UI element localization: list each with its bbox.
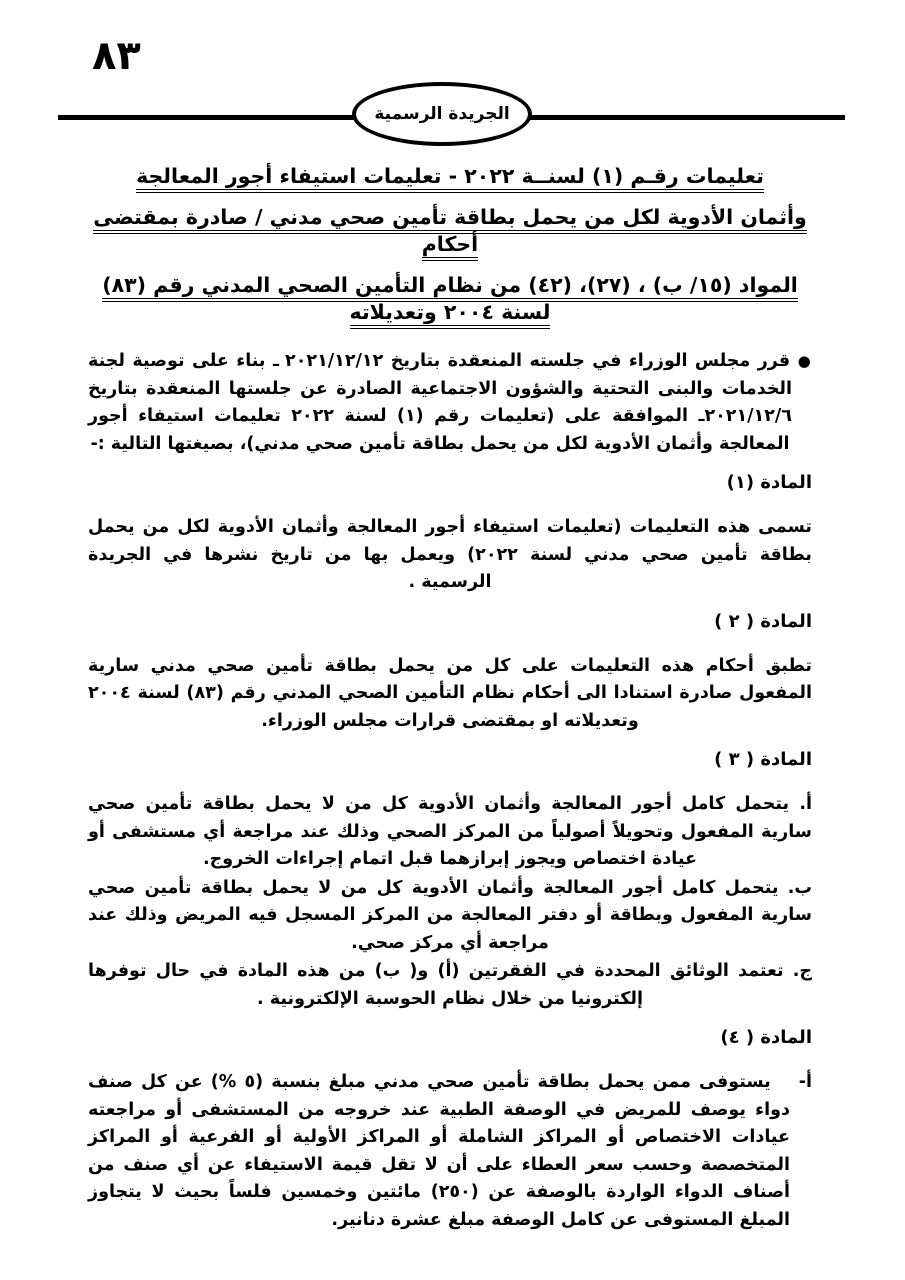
article-4-item-a [88,1069,812,1234]
article-1-text: تسمى هذه التعليمات (تعليمات استيفاء أجور المعالجة وأثمان الأدوية لكل من يحمل بطاقة تأمين صحي مدني لسنة ٢٠٢٢) ويعمل بها من تاريخ نشرها في الجريدة الرسمية . [88,517,812,592]
article-3-item-j [88,958,812,1013]
item-text: تعتمد الوثائق المحددة في الفقرتين (أ) و( ب) من هذه المادة في حال توفرها إلكترونيا من خلال نظام الحوسبة الإلكترونية . [88,961,784,1009]
article-2-text: تطبق أحكام هذه التعليمات على كل من يحمل بطاقة تأمين صحي مدني سارية المفعول صادرة استنادا الى أحكام نظام التأمين الصحي المدني رقم (٨٣) لسنة ٢٠٠٤ وتعديلاته او بمقتضى قرارات مجلس الوزراء. [88,655,813,731]
article-3-item-a [88,791,812,874]
decree-title-line-2: وأثمان الأدوية لكل من يحمل بطاقة تأمين صحي مدني / صادرة بمقتضى أحكام [88,204,812,258]
article-3-heading: المادة ( ٣ ) [714,749,812,770]
preamble-paragraph [88,348,812,458]
item-text: يستوفى ممن يحمل بطاقة تأمين صحي مدني مبلغ بنسبة (٥ %) عن كل صنف دواء يوصف للمريض في الوصفة الطبية عند خروجه من المستشفى أو مراجعته عيادات الاختصاص أو المراكز الشاملة أو المراكز الأولية أو الفرعية أو المراكز المتخصصة وحسب سعر العطاء على أن لا تقل قيمة الاستيفاء عن أي صنف من أصناف الدواء الواردة بالوصفة عن (٢٥٠) مائتين وخمسين فلساً بحيث لا يتجاوز المبلغ المستوفى عن كامل الوصفة مبلغ عشرة دنانير. [88,1072,790,1230]
bullet-icon: ● [797,352,813,370]
gazette-seal [352,82,532,146]
item-marker: ج. [792,961,812,981]
article-1-heading: المادة (١) [726,472,812,493]
article-4-heading: المادة ( ٤) [720,1027,812,1048]
item-marker: ب. [787,877,812,898]
item-marker: أ. [799,794,812,814]
decree-title [88,163,812,326]
item-marker: أ- [798,1072,812,1092]
item-text: يتحمل كامل أجور المعالجة وأثمان الأدوية كل من لا يحمل بطاقة تأمين صحي سارية المفعول وتحويلاً أصولياً من المركز الصحي وذلك عند مراجعة أي مستشفى أو عيادة اختصاص ويجوز إبرازهما قبل اتمام إجراءات الخروج. [88,794,812,869]
article-2-heading: المادة ( ٢ ) [714,610,812,632]
decree-title-line-1: تعليمات رقـم (١) لسنــة ٢٠٢٢ - تعليمات استيفاء أجور المعالجة [88,163,812,190]
item-text: يتحمل كامل أجور المعالجة وأثمان الأدوية كل من لا يحمل بطاقة تأمين صحي سارية المفعول وبطاقة أو دفتر المعالجة من المركز المسجل فيه المريض وذلك عند مراجعة أي مركز صحي. [88,877,812,953]
decree-title-line-3: المواد (١٥/ ب) ، (٢٧)، (٤٢) من نظام التأمين الصحي المدني رقم (٨٣) لسنة ٢٠٠٤ وتعديلاته [88,272,812,326]
article-3-item-b [88,875,812,958]
page-number: ٨٣ [92,33,141,79]
gazette-seal-label: الجريدة الرسمية [374,104,510,124]
document-body [88,163,812,1234]
preamble-text: قرر مجلس الوزراء في جلسته المنعقدة بتاريخ ٢٠٢١/١٢/١٢ ـ بناء على توصية لجنة الخدمات والبنى التحتية والشؤون الاجتماعية الصادرة عن جلستها المنعقدة بتاريخ ٢٠٢١/١٢/٦ـ الموافقة على (تعليمات رقم (١) لسنة ٢٠٢٢ تعليمات استيفاء أجور المعالجة وأثمان الأدوية لكل من يحمل بطاقة تأمين صحي مدني)، بصيغتها التالية :- [88,351,792,454]
